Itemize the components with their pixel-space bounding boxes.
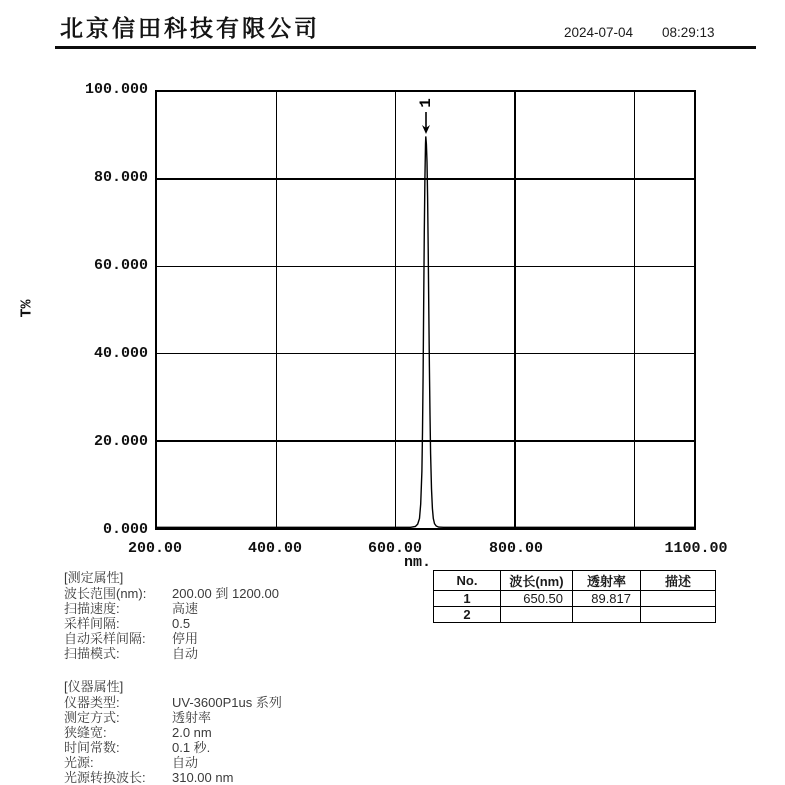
table-row [434,607,716,623]
x-axis-unit: nm. [404,554,432,571]
prop-row [64,631,279,646]
y-tick-label: 80.000 [93,169,148,186]
x-tick-label: 1100.00 [664,540,728,557]
col-header-wavelength: 波长(nm) [501,571,573,591]
y-tick-label: 100.000 [84,81,148,98]
prop-row [64,616,279,631]
measurement-properties-title: [测定属性] [64,570,124,585]
prop-value: 2.0 nm [172,725,212,740]
row2-wavelength [501,607,573,623]
prop-label: 仪器类型: [64,695,120,710]
peak-number-label: 1 [416,98,435,109]
prop-value: 透射率 [172,710,212,725]
gridline-vertical [514,92,516,528]
company-name: 北京信田科技有限公司 [60,15,320,41]
prop-label: 测定方式: [64,710,120,725]
x-tick-label: 400.00 [247,540,302,557]
prop-row [64,646,279,661]
prop-label: 自动采样间隔: [64,631,146,646]
prop-label: 狭缝宽: [64,725,107,740]
col-header-no: No. [434,571,501,591]
prop-value: 200.00 到 1200.00 [172,586,279,601]
row1-wavelength: 650.50 [501,591,573,607]
prop-value: 停用 [172,631,199,646]
table-row [434,591,716,607]
row1-description [641,591,716,607]
prop-value: 310.00 nm [172,770,234,785]
transmittance-curve [157,92,694,528]
prop-label: 波长范围(nm): [64,586,147,601]
prop-value: 高速 [172,601,199,616]
measurement-properties [64,570,279,661]
prop-row [64,586,279,601]
y-tick-label: 0.000 [102,521,148,538]
y-tick-label: 60.000 [93,257,148,274]
prop-label: 光源转换波长: [64,770,146,785]
row2-no: 2 [434,607,501,623]
row2-description [641,607,716,623]
instrument-properties-title: [仪器属性] [64,679,124,694]
prop-label: 光源: [64,755,94,770]
peaks-table-header-row [434,571,716,591]
y-axis-title: T% [18,299,36,318]
y-tick-label: 40.000 [93,345,148,362]
x-tick-label: 800.00 [488,540,543,557]
gridline-vertical [276,92,278,528]
gridline-horizontal [157,353,694,355]
prop-row [64,695,282,710]
prop-row [64,755,282,770]
prop-row [64,710,282,725]
prop-label: 采样间隔: [64,616,120,631]
row2-transmittance [573,607,641,623]
x-tick-label: 200.00 [127,540,182,557]
header-divider [55,46,756,49]
gridline-horizontal [157,266,694,268]
row1-no: 1 [434,591,501,607]
prop-value: 自动 [172,646,199,661]
prop-row [64,770,282,785]
peak-arrow-icon [420,112,432,134]
instrument-properties [64,679,282,785]
gridline-vertical [395,92,397,528]
report-date: 2024-07-04 [564,25,634,40]
prop-row [64,601,279,616]
report-time: 08:29:13 [662,25,715,40]
prop-label: 扫描模式: [64,646,120,661]
col-header-transmittance: 透射率 [573,571,641,591]
prop-label: 时间常数: [64,740,120,755]
y-tick-label: 20.000 [93,433,148,450]
col-header-description: 描述 [641,571,716,591]
gridline-vertical [634,92,636,528]
gridline-horizontal [157,440,694,442]
chart-plot-area [155,90,696,530]
prop-label: 扫描速度: [64,601,120,616]
prop-value: 0.1 秒. [172,740,211,755]
peaks-table [433,570,716,623]
peak-annotation [413,94,439,134]
prop-value: UV-3600P1us 系列 [172,695,282,710]
prop-row [64,740,282,755]
gridline-horizontal [157,178,694,180]
prop-value: 自动 [172,755,199,770]
prop-value: 0.5 [172,616,191,631]
row1-transmittance: 89.817 [573,591,641,607]
x-tick-label: 600.00 [367,540,422,557]
prop-row [64,725,282,740]
